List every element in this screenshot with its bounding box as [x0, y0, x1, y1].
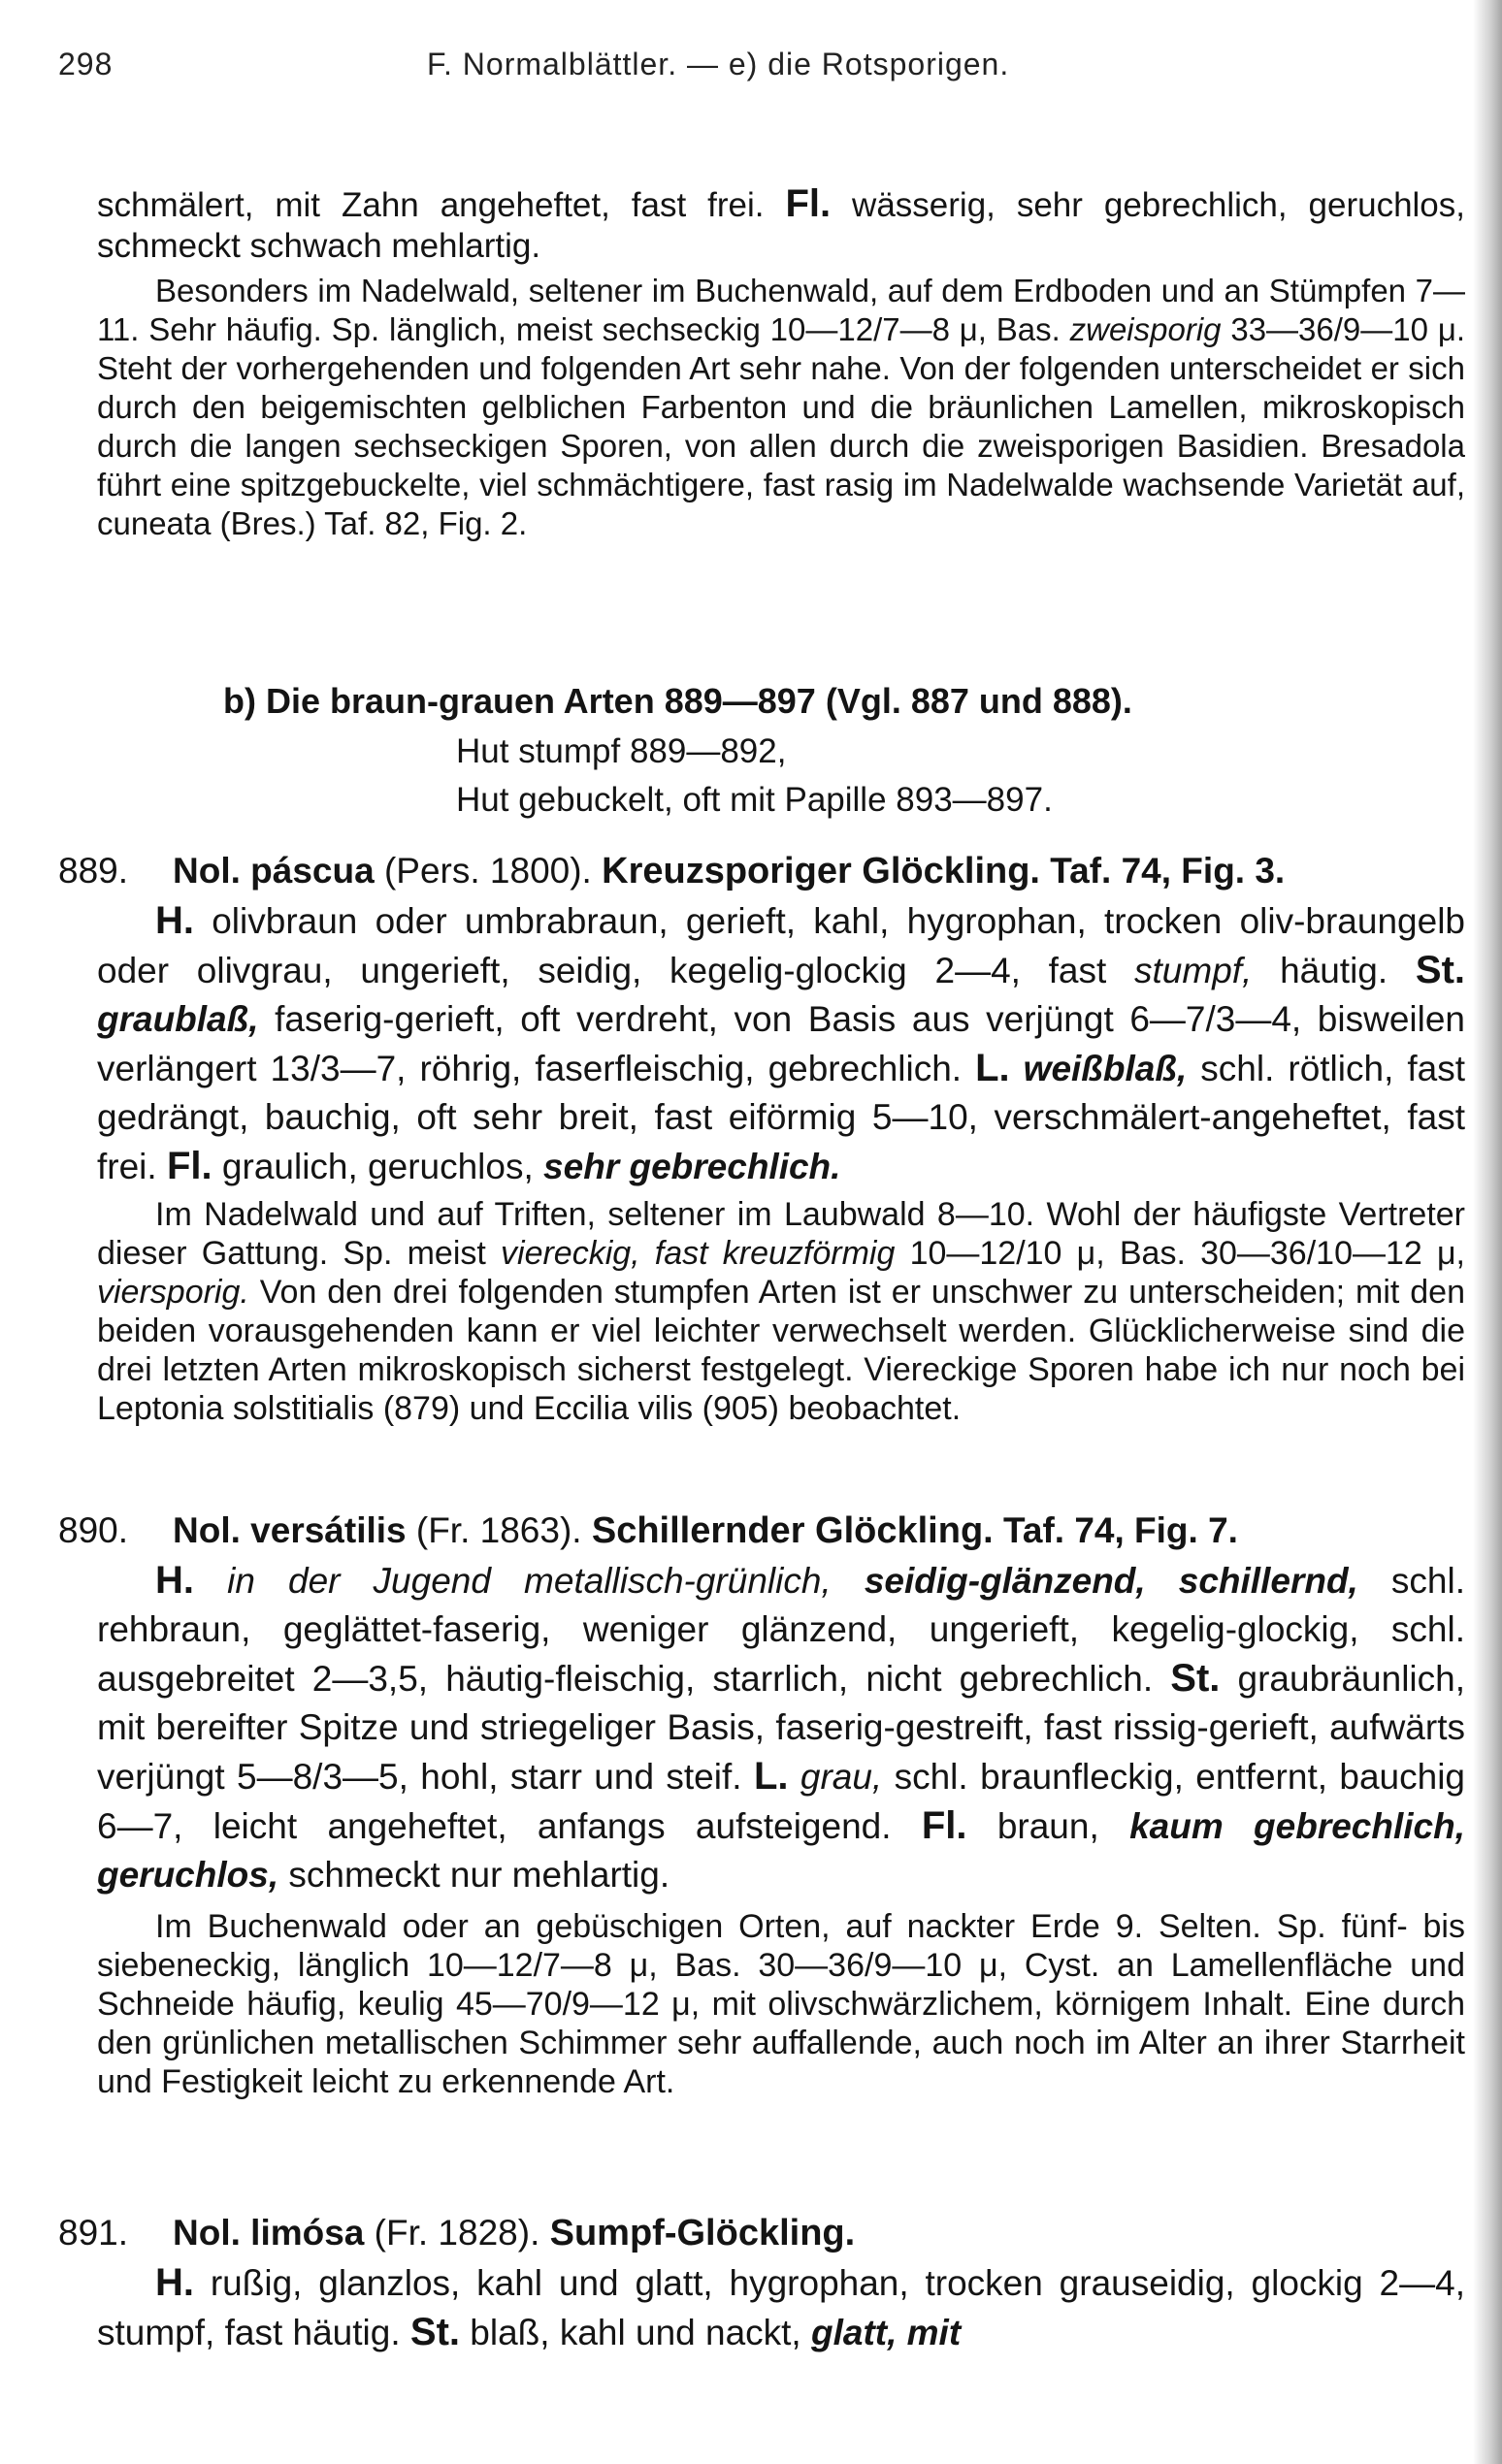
key-line-1: Hut stumpf 889—892, [456, 732, 787, 770]
key-line-2: Hut gebuckelt, oft mit Papille 893—897. [456, 781, 1053, 819]
entry-number: 891. [58, 2213, 129, 2253]
section-title: b) Die braun-grauen Arten 889—897 (Vgl. 887 und 888). [223, 681, 1132, 721]
label-fl: Fl. [785, 182, 832, 225]
entry-title: 890. Nol. versátilis (Fr. 1863). Schillernder Glöckling. Taf. 74, Fig. 7. [97, 1506, 1465, 1556]
book-page [58, 47, 1466, 2357]
german-name: Sumpf-Glöckling. [549, 2213, 856, 2253]
entry-description: H. in der Jugend metallisch-grünlich, seidig-glänzend, schillernd, schl. rehbraun, geglättet-faserig, weniger glänzend, ungerieft, kegelig-glockig, schl. ausgebreitet 2—3,5, häutig-fleischig, starrlich, nicht gebrechlich. St. graubräunlich, mit bereifter Spitze und striegeliger Basis, faserig-gestreift, fast rissig-gerieft, aufwärts verjüngt 5—8/3—5, hohl, starr und steif. L. grau, schl. braunfleckig, entfernt, bauchig 6—7, leicht angeheftet, anfangs aufsteigend. Fl. braun, kaum gebrechlich, geruchlos, schmeckt nur mehlartig. [97, 1559, 1466, 1895]
plate-reference: Taf. 74, Fig. 7. [993, 1510, 1238, 1550]
plate-reference: Taf. 74, Fig. 3. [1040, 851, 1286, 891]
german-name: Schillernder Glöckling. [591, 1510, 994, 1551]
entry-891 [58, 2208, 1465, 2357]
running-head: F. Normalblättler. — e) die Rotsporigen. [427, 47, 1010, 81]
entry-description: H. olivbraun oder umbrabraun, gerieft, kahl, hygrophan, trocken oliv-braungelb oder olivgrau, ungerieft, seidig, kegelig-glockig 2—4, fast stumpf, häutig. St. graublaß, faserig-gerieft, oft verdreht, von Basis aus verjüngt 6—7/3—4, bisweilen verlängert 13/3—7, röhrig, faserfleischig, gebrechlich. L. weißblaß, schl. rötlich, fast gedrängt, bauchig, oft sehr breit, fast eiförmig 5—10, verschmälert-angeheftet, fast frei. Fl. graulich, geruchlos, sehr gebrechlich. [97, 899, 1466, 1187]
entry-habitat: Im Buchenwald oder an gebüschigen Orten, auf nackter Erde 9. Selten. Sp. fünf- bis siebeneckig, länglich 10—12/7—8 μ, Bas. 30—36/9—10 μ, Cyst. an Lamellenfläche und Schneide häufig, keulig 45—70/9—12 μ, mit olivschwärzlichem, körnigem Inhalt. Eine durch den grünlichen metallischen Schimmer sehr auffallende, auch noch im Alter an ihrer Starrheit und Festigkeit leicht zu erkennende Art. [97, 1908, 1465, 2100]
entry-title: 889. Nol. páscua (Pers. 1800). Kreuzsporiger Glöckling. Taf. 74, Fig. 3. [97, 846, 1465, 896]
intro-habitat: Besonders im Nadelwald, seltener im Buchenwald, auf dem Erdboden und an Stümpfen 7—11. Sehr häufig. Sp. länglich, meist sechseckig 10—12/7—8 μ, Bas. zweisporig 33—36/9—10 μ. Steht der vorhergehenden und folgenden Art sehr nahe. Von der folgenden unterscheidet er sich durch den beigemischten gelblichen Farbenton und die bräunlichen Lamellen, mikroskopisch durch die langen sechseckigen Sporen, von allen durch die zweisporigen Basidien. Bresadola führt eine spitzgebuckelte, viel schmächtigere, fast rasig im Nadelwalde wachsende Varietät auf, cuneata (Bres.) Taf. 82, Fig. 2. [97, 273, 1465, 541]
intro-continuation: schmälert, mit Zahn angeheftet, fast frei. Fl. wässerig, sehr gebrechlich, geruchlos, schmeckt schwach mehlartig. [97, 182, 1465, 265]
entry-description: H. rußig, glanzlos, kahl und glatt, hygrophan, trocken grauseidig, glockig 2—4, stumpf, fast häutig. St. blaß, kahl und nackt, glatt, mit [97, 2261, 1465, 2353]
entry-habitat: Im Nadelwald und auf Triften, seltener im Laubwald 8—10. Wohl der häufigste Vertreter dieser Gattung. Sp. meist viereckig, fast kreuzförmig 10—12/10 μ, Bas. 30—36/10—12 μ, viersporig. Von den drei folgenden stumpfen Arten ist er unschwer zu unterscheiden; mit den beiden vorausgehenden kann er viel leichter verwechselt werden. Glücklicherweise sind die drei letzten Arten mikroskopisch sicherst festgelegt. Viereckige Sporen habe ich nur noch bei Leptonia solstitialis (879) und Eccilia vilis (905) beobachtet. [97, 1196, 1466, 1427]
page-number: 298 [58, 47, 114, 81]
german-name: Kreuzsporiger Glöckling. [602, 851, 1040, 892]
entry-890 [58, 1506, 1466, 2101]
entry-number: 890. [58, 1510, 129, 1550]
entry-889 [58, 846, 1466, 1428]
page-header [58, 47, 1465, 97]
entry-title: 891. Nol. limósa (Fr. 1828). Sumpf-Glöckling. [97, 2208, 1465, 2258]
section-b [97, 679, 1465, 825]
page-edge-shadow [1473, 0, 1502, 2464]
entry-number: 889. [58, 851, 129, 891]
